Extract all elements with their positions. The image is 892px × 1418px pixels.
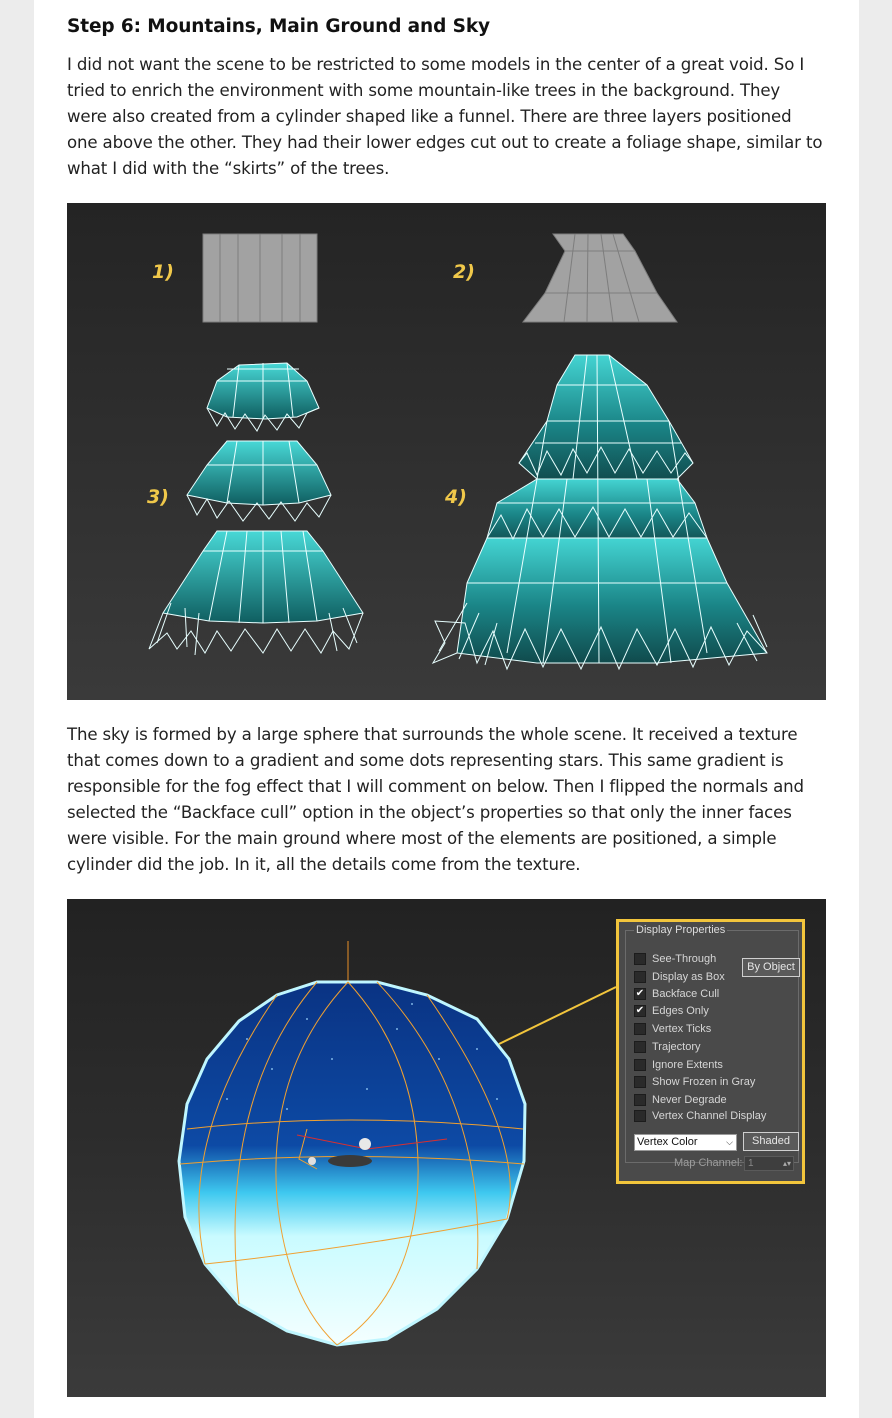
option-show-frozen-in-gray[interactable] — [634, 1074, 755, 1090]
separated-foliage-layers — [149, 363, 363, 655]
paragraph-mountains: I did not want the scene to be restricted to some models in the center of a great void. So I tried to enrich the environment with some mountain-like trees in the background. They were also created from a cylinder shaped like a funnel. There are three layers positioned one above the other. They had their lower edges cut out to create a foliage shape, similar to what I did with the “skirts” of the trees. — [67, 55, 823, 178]
option-label: Backface Cull — [652, 988, 720, 1000]
map-channel-spinner[interactable] — [744, 1156, 794, 1171]
mountain-mesh-illustration — [67, 203, 826, 700]
checkbox-backface-cull[interactable]: ✔ — [635, 988, 645, 999]
checkbox-see-through[interactable] — [634, 953, 646, 965]
paragraph-sky: The sky is formed by a large sphere that surrounds the whole scene. It received a texture that comes down to a gradient and some dots representing stars. This same gradient is responsible for the fog effect that I will comment on below. Then I flipped the normals and selected the “Backface cull” option in the object’s properties so that only the inner faces were visible. For the main ground where most of the elements are positioned, a simple cylinder did the job. In it, all the details come from the texture. — [67, 725, 804, 874]
checkbox-show-frozen-in-gray[interactable] — [634, 1076, 646, 1088]
cylinder-mesh — [203, 234, 317, 322]
chevron-down-icon: ⌵ — [726, 1137, 733, 1147]
panel-title: Display Properties — [636, 924, 726, 936]
article-page — [34, 0, 859, 1418]
checkbox-edges-only[interactable]: ✔ — [635, 1005, 645, 1016]
checkbox-vertex-channel-display[interactable] — [634, 1110, 646, 1122]
checkbox-never-degrade[interactable] — [634, 1094, 646, 1106]
checkbox-vertex-ticks[interactable] — [634, 1023, 646, 1035]
mountain-mesh-figure — [67, 203, 826, 700]
by-object-button[interactable]: By Object — [742, 958, 800, 977]
stacked-mountain-tree — [433, 355, 767, 669]
option-vertex-ticks[interactable] — [634, 1021, 711, 1037]
option-label: Ignore Extents — [652, 1059, 723, 1071]
option-never-degrade[interactable] — [634, 1092, 727, 1108]
option-label: Never Degrade — [652, 1094, 727, 1106]
option-label: Vertex Channel Display — [652, 1110, 767, 1122]
option-label: Vertex Ticks — [652, 1023, 712, 1035]
option-ignore-extents[interactable] — [634, 1057, 723, 1073]
display-properties-panel — [616, 919, 805, 1184]
option-label: Display as Box — [652, 971, 725, 983]
option-label: See-Through — [652, 953, 717, 965]
spinner-value: 1 — [748, 1158, 754, 1169]
option-see-through[interactable] — [634, 951, 716, 967]
option-vertex-channel-display[interactable] — [634, 1108, 766, 1124]
option-edges-only[interactable] — [634, 1003, 709, 1019]
option-display-as-box[interactable] — [634, 969, 725, 985]
map-channel-label: Map Channel: — [674, 1157, 743, 1169]
option-trajectory[interactable] — [634, 1039, 701, 1055]
select-value: Vertex Color — [637, 1136, 698, 1148]
step-label-2: 2) — [453, 261, 475, 283]
option-label: Edges Only — [652, 1005, 709, 1017]
checkbox-ignore-extents[interactable] — [634, 1059, 646, 1071]
option-label: Trajectory — [652, 1041, 701, 1053]
display-properties-group — [625, 924, 799, 1169]
checkbox-trajectory[interactable] — [634, 1041, 646, 1053]
step-label-3: 3) — [147, 486, 169, 508]
vertex-color-select[interactable] — [634, 1134, 737, 1151]
option-backface-cull[interactable] — [634, 986, 719, 1002]
shaded-button[interactable]: Shaded — [743, 1132, 799, 1151]
checkbox-display-as-box[interactable] — [634, 971, 646, 983]
callout-line — [499, 987, 616, 1044]
step-label-4: 4) — [445, 486, 467, 508]
option-label: Show Frozen in Gray — [652, 1076, 756, 1088]
step-label-1: 1) — [152, 261, 174, 283]
sky-sphere-figure — [67, 899, 826, 1397]
funnel-mesh — [523, 234, 677, 322]
sky-sphere — [179, 982, 525, 1345]
spinner-arrows-icon[interactable]: ▴▾ — [782, 1159, 791, 1168]
section-title: Step 6: Mountains, Main Ground and Sky — [67, 16, 491, 37]
